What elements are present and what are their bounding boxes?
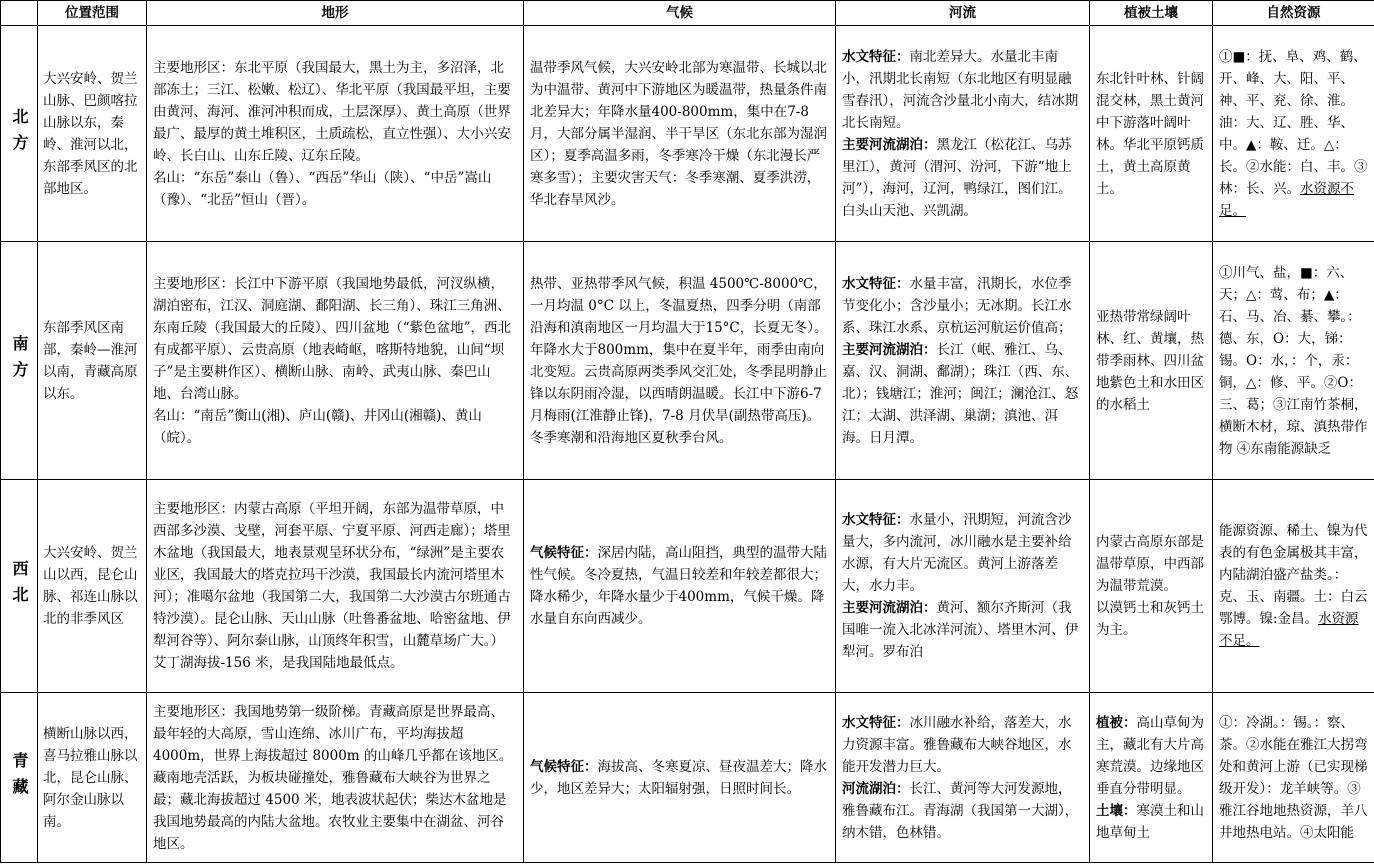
vegetation-text: 亚热带常绿阔叶林、红、黄壤，热带季雨林、四川盆地紫色土和水田区的水稻土 [1096,308,1204,413]
resources-text: ①川气、盐，■：六、天；△：莺、布；▲：石、马、冶、綦、攀。：德、东，O：大，锑：锡。O：水，：个，汞：铜，△：修、平。②O：三、葛；③江南竹茶桐，横断木材，琼、滇热带作物 ④东南能源缺乏 [1219,264,1368,457]
vegetation-label: 植被： [1096,714,1137,731]
header-river: 河流 [836,1,1090,26]
region-label: 青藏 [1,693,38,863]
terrain-main: 主要地形区：东北平原（我国最大，黑土为主，多沼泽，北部冻土；三江、松嫩、松辽）、华北平原（我国最平坦，主要由黄河、海河、淮河冲积而成，土层深厚）、黄土高原（世界最广、最厚的黄土堆积区，土质疏松，直立性强）、大小兴安岭、长白山、山东丘陵、辽东丘陵。 [153,59,511,164]
vegetation-text: 高山草甸为主，藏北有大片高寒荒漠。边缘地区垂直分带明显。 [1096,714,1204,797]
vegetation-cell [1090,26,1213,242]
river-lakes-text: 黑龙江（松花江、乌苏里江），黄河（渭河、汾河，下游“地上河”），海河，辽河，鸭绿江，图们江。白头山天池、兴凯湖。 [842,136,1072,219]
river-lakes-text: 长江（岷、雅江、乌、嘉、汉、洞湖、鄱湖）；珠江（西、东、北）；钱塘江；淮河；闽江；澜沧江、怒江；太湖、洪泽湖、巢湖；滇池、洱海。日月潭。 [842,341,1079,446]
climate-text: 深居内陆，高山阻挡，典型的温带大陆性气候。冬冷夏热，气温日较差和年较差都很大；降水稀少，年降水量少于400mm，气候干燥。降水量自东向西减少。 [530,545,827,627]
header-climate: 气候 [524,1,836,26]
climate-cell [524,242,836,480]
river-cell [836,26,1090,242]
resources-cell [1213,26,1374,242]
terrain-cell [147,693,524,863]
header-location: 位置范围 [38,1,147,26]
river-feature-text: 水量小，汛期短，河流含沙量大，多内流河，冰川融水是主要补给水源，有大片无流区。黄河上游落差大，水力丰。 [842,512,1072,594]
river-feature-text: 冰川融水补给，落差大，水力资源丰富。雅鲁藏布大峡谷地区，水能开发潜力巨大。 [842,714,1072,775]
river-lakes-label: 主要河流湖泊： [842,600,937,616]
river-feature-label: 水文特征： [842,512,910,528]
vegetation-text: 内蒙古高原东部是温带草原，中西部为温带荒漠。 [1096,534,1204,594]
climate-text: 热带、亚热带季风气候，积温 4500℃-8000℃，一月均温 0°C 以上，冬温夏热，四季分明（南部沿海和滇南地区一月均温大于15°C，长夏无冬）。年降水大于800mm，集中在夏半年，雨季由南向北变短。云贵高原两类季风交汇处，冬季昆明静止锋以东阴雨冷湿，以西晴朗温暖。长江中下游6-7月梅雨(江淮静止锋)，7-8 月伏旱(副热带高压)。冬季寒潮和沿海地区夏秋季台风。 [530,275,828,446]
river-lakes-label: 河流湖泊： [842,780,910,797]
river-lakes-label: 主要河流湖泊： [842,136,937,153]
climate-text: 温带季风气候，大兴安岭北部为寒温带、长城以北为中温带、黄河中下游地区为暖温带，热量条件南北差异大；年降水量400-800mm，集中在7-8月，大部分属半湿润、半干旱区（东北东部为湿润区）；夏季高温多雨，冬季寒冷干燥（东北漫长严寒多雪）；主要灾害天气：冬季寒潮、夏季洪涝，华北春旱风沙。 [530,59,827,208]
river-feature-text: 水量丰富，汛期长，水位季节变化小；含沙量小；无冰期。长江水系、珠江水系、京杭运河航运价值高； [842,275,1072,336]
climate-label: 气候特征： [530,758,598,775]
resources-text: ①■：抚、阜、鸡、鹤、开、峰、大、阳、平、神、平、兖、徐、淮。油：大、辽、胜、华、中。▲：鞍、迁。△：长。②水能：白、丰。③林：长、兴。 [1219,48,1368,197]
location-cell: 横断山脉以西，喜马拉雅山脉以北，昆仑山脉、阿尔金山脉以南。 [38,693,147,863]
river-cell [836,242,1090,480]
header-corner [1,1,38,26]
climate-cell [524,693,836,863]
header-row [1,1,1374,26]
resources-text: 能源资源、稀土、镍为代表的有色金属极其丰富，内陆湖泊盛产盐类。：克、玉、南疆。土：白云鄂博。镍:金昌。 [1219,523,1368,627]
climate-text: 海拔高、冬寒夏凉、昼夜温差大；降水少，地区差异大；太阳辐射强，日照时间长。 [530,758,827,797]
header-vegetation: 植被土壤 [1090,1,1213,26]
table-row [1,242,1374,480]
resources-text: ①：冷湖。：锡。：察、茶。②水能在雅江大拐弯处和黄河上游（已实现梯级开发）：龙羊峡等。③雅江谷地地热资源，羊八井地热电站。④太阳能 [1219,714,1368,841]
river-feature-label: 水文特征： [842,48,910,65]
header-resources: 自然资源 [1213,1,1374,26]
river-cell [836,693,1090,863]
vegetation-cell [1090,242,1213,480]
location-cell: 大兴安岭、贺兰山以西，昆仑山脉、祁连山脉以北的非季风区 [38,480,147,693]
region-label: 西北 [1,480,38,693]
table-row [1,693,1374,863]
soil-text: 以漠钙土和灰钙土为主。 [1096,600,1204,638]
soil-text: 寒漠土和山地草甸土 [1096,802,1204,841]
region-label: 南方 [1,242,38,480]
terrain-cell [147,242,524,480]
terrain-cell [147,480,524,693]
terrain-main: 主要地形区：长江中下游平原（我国地势最低，河汊纵横，湖泊密布，江汉、洞庭湖、鄱阳湖、长三角）、珠江三角洲、东南丘陵（我国最大的丘陵）、四川盆地（“紫色盆地”，西北有成都平原）、云贵高原（地表崎岖，喀斯特地貌，山间“坝子”是主要耕作区）、横断山脉、南岭、武夷山脉、秦巴山地、台湾山脉。 [153,275,512,402]
terrain-cell [147,26,524,242]
river-lakes-text: 黄河、额尔齐斯河（我国唯一流入北冰洋河流）、塔里木河、伊犁河。罗布泊 [842,600,1079,660]
river-feature-label: 水文特征： [842,714,910,731]
terrain-main: 主要地形区：内蒙古高原（平坦开阔，东部为温带草原，中西部多沙漠、戈壁，河套平原、宁夏平原、河西走廊）；塔里木盆地（我国最大，地表景观呈环状分布，“绿洲”是主要农业区，我国最大的塔克拉玛干沙漠，我国最长内流河塔里木河）；准噶尔盆地（我国第二大，我国第二大沙漠古尔班通古特沙漠）。昆仑山脉、天山山脉（吐鲁番盆地、哈密盆地、伊犁河谷等）、阿尔泰山脉，山顶终年积雪，山麓草场广大。）艾丁湖海拔-156 米，是我国陆地最低点。 [153,501,511,671]
soil-label: 土壤： [1096,802,1137,819]
terrain-mountains: 名山：“东岳”泰山（鲁）、“西岳”华山（陕）、“中岳”嵩山（豫）、“北岳”恒山（晋）。 [153,169,492,208]
location-cell: 东部季风区南部，秦岭—淮河以南，青藏高原以东。 [38,242,147,480]
table-row [1,26,1374,242]
river-cell [836,480,1090,693]
river-lakes-text: 长江、黄河等大河发源地，雅鲁藏布江。青海湖（我国第一大湖），纳木错，色林错。 [842,780,1079,841]
vegetation-cell [1090,693,1213,863]
header-terrain: 地形 [147,1,524,26]
vegetation-cell [1090,480,1213,693]
table-row [1,480,1374,693]
terrain-mountains: 名山：“南岳”衡山(湘)、庐山(赣)、井冈山(湘赣)、黄山（皖）。 [153,407,482,446]
location-cell: 大兴安岭、贺兰山脉、巴颜喀拉山脉以东，秦岭、淮河以北，东部季风区的北部地区。 [38,26,147,242]
terrain-main: 主要地形区：我国地势第一级阶梯。青藏高原是世界最高、最年轻的大高原，雪山连绵、冰川广布，平均海拔超 4000m，世界上海拔超过 8000m 的山峰几乎都在该地区。藏南地壳活跃，为板块碰撞处，雅鲁藏布大峡谷为世界之最；藏北海拔超过 4500 米，地表波状起伏；柴达木盆地是我国地势最高的内陆大盆地。农牧业主要集中在湖盆、河谷地区。 [153,703,513,852]
region-label: 北方 [1,26,38,242]
vegetation-text: 东北针叶林、针阔混交林，黑土黄河中下游落叶阔叶林。华北平原钙质土，黄土高原黄土。 [1096,70,1204,197]
climate-cell [524,480,836,693]
resources-cell [1213,480,1374,693]
river-lakes-label: 主要河流湖泊： [842,341,937,358]
resources-note: 水资源不足。 [1219,611,1359,649]
river-feature-label: 水文特征： [842,275,910,292]
resources-cell [1213,693,1374,863]
climate-cell [524,26,836,242]
climate-label: 气候特征： [530,545,598,561]
river-feature-text: 南北差异大。水量北丰南小，汛期北长南短（东北地区有明显融雪春汛），河流含沙量北小南大，结冰期北长南短。 [842,48,1079,131]
resources-cell [1213,242,1374,480]
resources-note: 水资源不足。 [1219,180,1354,219]
